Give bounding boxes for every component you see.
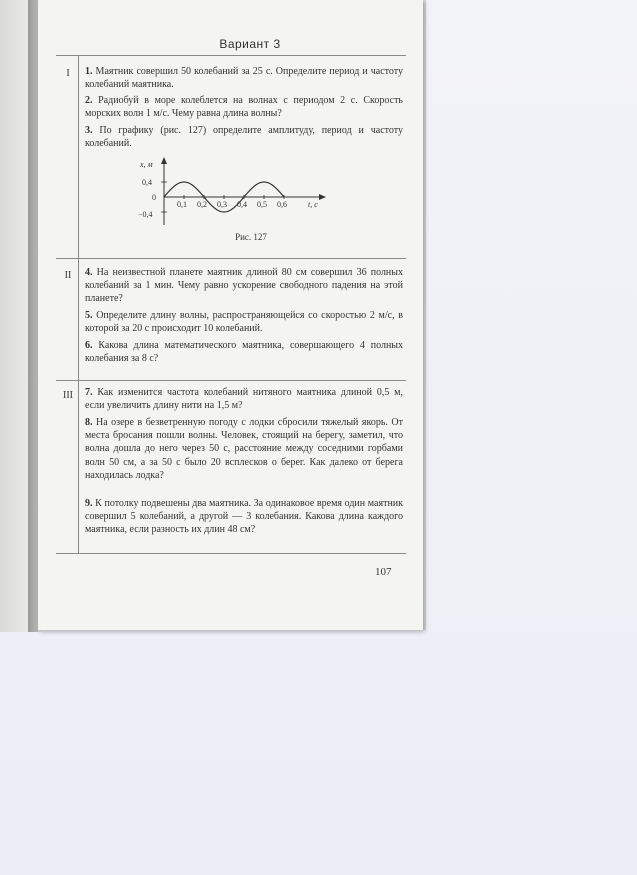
rule-top: [56, 55, 406, 56]
level-label: II: [64, 270, 72, 281]
task-number: 2.: [85, 95, 93, 106]
task-number: 4.: [85, 267, 93, 278]
task-4: [85, 266, 403, 306]
task-text: Какова длина математического маятника, совершающего 4 полных колебания за 8 с?: [85, 340, 404, 365]
x-tick-label: 0,5: [257, 200, 267, 209]
x-tick-label: 0,1: [177, 200, 187, 209]
task-6: [85, 339, 403, 365]
level-label: III: [63, 390, 73, 401]
task-number: 8.: [85, 417, 93, 428]
task-8: [85, 416, 403, 482]
task-text: Определите длину волны, распространяющейся со скоростью 2 м/с, в которой за 20 с происходит 10 колебаний.: [85, 310, 403, 335]
task-2: [85, 94, 403, 120]
task-text: На неизвестной планете маятник длиной 80 см совершил 36 полных колебаний за 1 мин. Чему равно ускорение свободного падения на этой планете?: [85, 267, 404, 305]
task-text: К потолку подвешены два маятника. За одинаковое время один маятник совершил 5 колебаний, а другой — 3 колебания. Какова длина каждого маятника, если разность их длин 48 см?: [85, 498, 404, 536]
page-edge: [423, 0, 426, 630]
task-5: [85, 309, 403, 335]
task-text: На озере в безветренную погоду с лодки сбросили тяжелый якорь. От места бросания пошли волны. Человек, стоящий на берегу, заметил, что волна дошла до него через 50 с, расстояние между соседними горбами волн 50 см, а за 50 с было 20 всплесков о берег. Как далеко от берега находилась лодка?: [85, 417, 403, 481]
page-number: 107: [375, 566, 392, 578]
oscillation-graph: [128, 155, 338, 227]
y-tick-label: 0,4: [142, 178, 152, 187]
x-axis-label: t, с: [308, 200, 318, 209]
y-axis-label: x, м: [140, 160, 153, 169]
task-9: [85, 497, 403, 537]
x-tick-label: 0,6: [277, 200, 287, 209]
task-3: [85, 124, 403, 150]
x-tick-label: 0,2: [197, 200, 207, 209]
task-number: 9.: [85, 498, 93, 509]
x-tick-label: 0,3: [217, 200, 227, 209]
task-number: 6.: [85, 340, 93, 351]
task-text: Как изменится частота колебаний нитяного маятника длиной 0,5 м, если увеличить длину нити на 1,5 м?: [85, 387, 404, 412]
task-number: 1.: [85, 66, 93, 77]
book-page: [38, 0, 423, 630]
rule-bottom: [56, 553, 406, 554]
y-tick-label: −0,4: [138, 210, 153, 219]
x-tick-label: 0,4: [237, 200, 247, 209]
rule-section-2: [56, 258, 406, 259]
task-text: Радиобуй в море колеблется на волнах с периодом 2 с. Скорость морских волн 1 м/с. Чему равна длина волны?: [85, 95, 403, 120]
task-text: По графику (рис. 127) определите амплитуду, период и частоту колебаний.: [85, 125, 404, 150]
task-number: 3.: [85, 125, 93, 136]
level-column-divider: [78, 55, 79, 553]
task-7: [85, 386, 403, 412]
variant-title: Вариант 3: [219, 37, 281, 51]
y-axis-arrow: [161, 157, 167, 164]
task-number: 5.: [85, 310, 93, 321]
rule-section-3: [56, 380, 406, 381]
task-1: [85, 65, 403, 91]
task-text: Маятник совершил 50 колебаний за 25 с. Определите период и частоту колебаний маятника.: [85, 66, 404, 91]
figure-caption: Рис. 127: [235, 232, 267, 242]
task-number: 7.: [85, 387, 93, 398]
level-label: I: [66, 68, 70, 79]
y-tick-label: 0: [152, 193, 156, 202]
x-axis-arrow: [319, 194, 326, 200]
